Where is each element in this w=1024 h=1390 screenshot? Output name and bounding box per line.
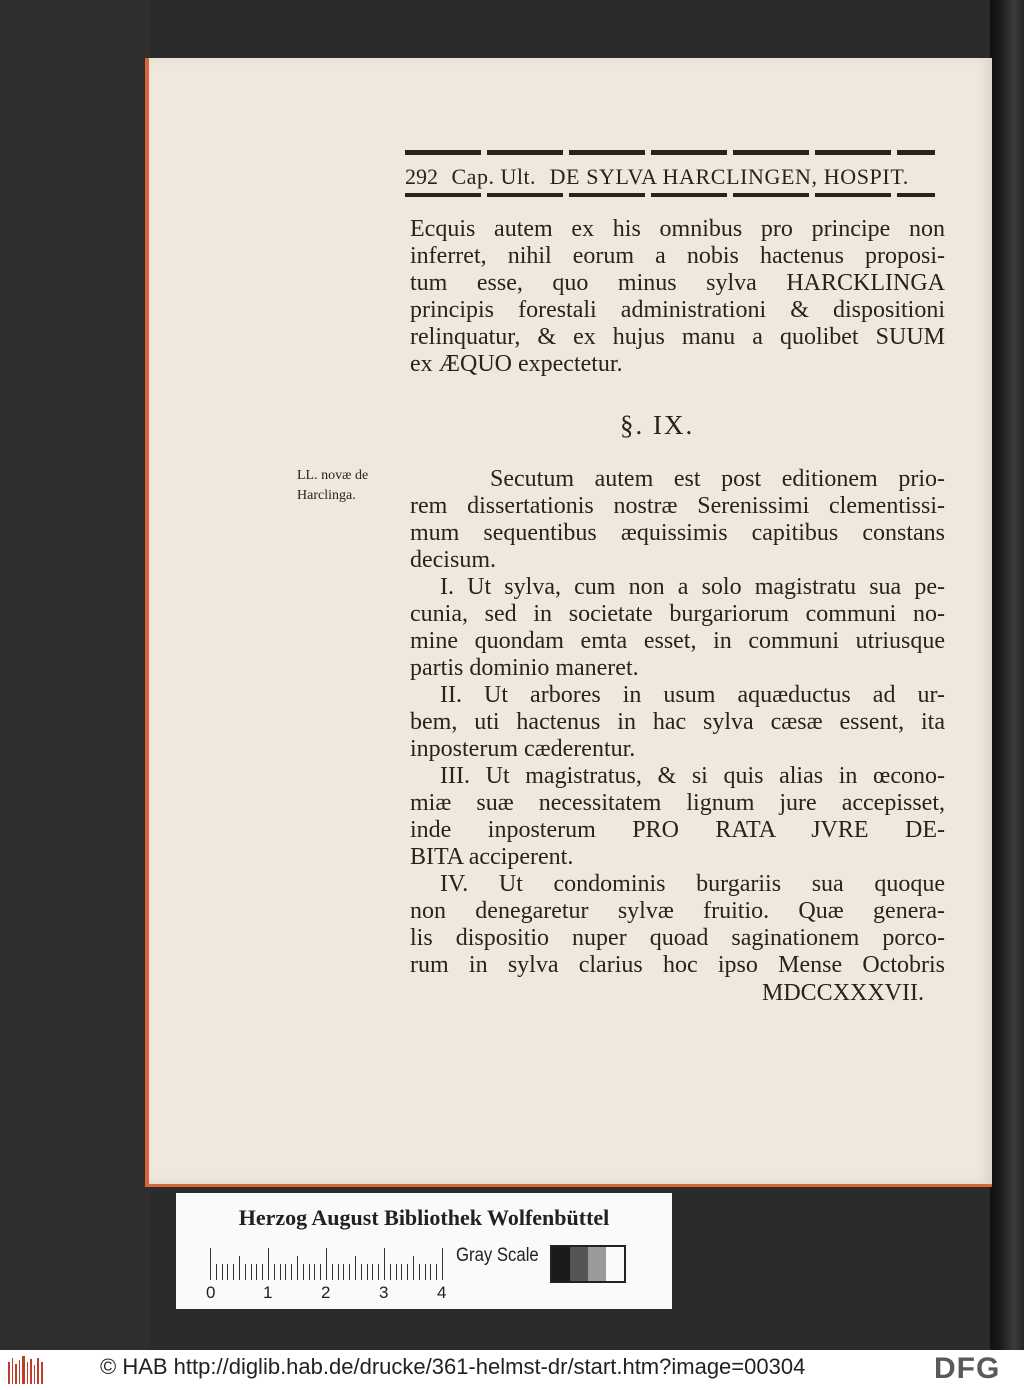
ruler-tick	[384, 1248, 385, 1280]
ruler-tick	[401, 1264, 402, 1280]
margin-note: LL. novæ de	[297, 468, 369, 483]
ruler-tick	[326, 1248, 327, 1280]
ruler-tick	[355, 1256, 356, 1280]
ruler-tick	[332, 1264, 333, 1280]
ruler-tick	[320, 1264, 321, 1280]
ruler-tick	[430, 1264, 431, 1280]
ruler-tick	[280, 1264, 281, 1280]
ruler-tick	[372, 1264, 373, 1280]
ruler-tick	[285, 1264, 286, 1280]
running-head	[405, 162, 945, 192]
ruler-tick	[349, 1264, 350, 1280]
dfg-logo: DFG	[934, 1352, 1001, 1385]
body-line: tum esse, quo minus sylva HARCKLINGA	[410, 270, 945, 296]
ruler-tick	[274, 1264, 275, 1280]
body-line: rum in sylva clarius hoc ipso Mense Octobris	[410, 952, 945, 978]
body-line: mine quondam emta esset, in communi utriusque	[410, 628, 945, 654]
ruler-number: 3	[379, 1283, 389, 1302]
body-line: ex ÆQUO expectetur.	[410, 351, 623, 377]
ruler-tick	[367, 1264, 368, 1280]
section-heading: §. IX.	[620, 410, 695, 440]
body-line: relinquatur, & ex hujus manu a quolibet SUUM	[410, 324, 945, 350]
ruler-tick	[256, 1264, 257, 1280]
ruler-tick	[309, 1264, 310, 1280]
body-line: lis dispositio nuper quoad saginationem porco-	[410, 925, 945, 951]
margin-note: Harclinga.	[297, 488, 356, 503]
body-line: III. Ut magistratus, & si quis alias in œcono-	[440, 763, 945, 789]
gray-scale-label: Gray Scale	[456, 1245, 539, 1266]
body-line: Ecquis autem ex his omnibus pro principe non	[410, 216, 945, 242]
chapter-title: DE SYLVA HARCLINGEN, HOSPIT.	[549, 164, 909, 189]
body-line: rem dissertationis nostræ Serenissimi clementissi-	[410, 493, 945, 519]
body-line: BITA acciperent.	[410, 844, 574, 870]
ruler-tick	[210, 1248, 211, 1280]
gray-swatch	[570, 1247, 588, 1281]
body-line: Secutum autem est post editionem prio-	[490, 466, 945, 492]
ruler-tick	[390, 1264, 391, 1280]
body-line: mum sequentibus æquissimis capitibus constans	[410, 520, 945, 546]
ruler-tick	[233, 1264, 234, 1280]
body-line: inde inposterum PRO RATA JVRE DE-	[410, 817, 945, 843]
ruler-tick	[303, 1264, 304, 1280]
gray-swatch	[552, 1247, 570, 1281]
body-line: II. Ut arbores in usum aquæductus ad ur-	[440, 682, 945, 708]
ruler-tick	[297, 1256, 298, 1280]
body-line: IV. Ut condominis burgariis sua quoque	[440, 871, 945, 897]
body-line: decisum.	[410, 547, 496, 573]
body-line: non denegaretur sylvæ fruitio. Quæ genera-	[410, 898, 945, 924]
ruler-tick	[314, 1264, 315, 1280]
ruler-tick	[407, 1264, 408, 1280]
ruler-tick	[245, 1264, 246, 1280]
ruler-tick	[291, 1264, 292, 1280]
body-line: cunia, sed in societate burgariorum communi no-	[410, 601, 945, 627]
ruler-tick	[222, 1264, 223, 1280]
body-line: miæ suæ necessitatem lignum jure accepisset,	[410, 790, 945, 816]
ruler-tick	[239, 1256, 240, 1280]
ruler-tick	[343, 1264, 344, 1280]
gray-swatch	[606, 1247, 624, 1281]
ruler-tick	[378, 1264, 379, 1280]
ruler-tick	[338, 1264, 339, 1280]
ruler-tick	[262, 1264, 263, 1280]
ruler-number: 2	[321, 1283, 331, 1302]
ruler-tick	[396, 1264, 397, 1280]
header-rule-top	[405, 150, 935, 155]
header-rule-bottom	[405, 193, 935, 197]
gray-scale-card	[176, 1193, 672, 1309]
ruler-tick	[436, 1264, 437, 1280]
page-number: 292	[405, 164, 438, 189]
body-line: bem, uti hactenus in hac sylva cæsæ essent, ita	[410, 709, 945, 735]
body-line: inferret, nihil eorum a nobis hactenus proposi-	[410, 243, 945, 269]
body-line: inposterum cæderentur.	[410, 736, 636, 762]
ruler-number: 0	[206, 1283, 216, 1302]
gray-swatches	[550, 1245, 626, 1283]
ruler-tick	[216, 1264, 217, 1280]
ruler	[210, 1248, 450, 1280]
chapter-label: Cap. Ult.	[451, 164, 537, 189]
footer-bar	[0, 1350, 1024, 1390]
ruler-tick	[442, 1248, 443, 1280]
gray-swatch	[588, 1247, 606, 1281]
ruler-tick	[227, 1264, 228, 1280]
scan-background-right	[990, 0, 1024, 1350]
ruler-number: 4	[437, 1283, 447, 1302]
ruler-tick	[251, 1264, 252, 1280]
body-line: I. Ut sylva, cum non a solo magistratu sua pe-	[440, 574, 945, 600]
body-line: partis dominio maneret.	[410, 655, 639, 681]
ruler-tick	[413, 1256, 414, 1280]
body-line: principis forestali administrationi & dispositioni	[410, 297, 945, 323]
ruler-number: 1	[263, 1283, 273, 1302]
ruler-tick	[419, 1264, 420, 1280]
copyright-link[interactable]: © HAB http://diglib.hab.de/drucke/361-helmst-dr/start.htm?image=00304	[100, 1354, 806, 1379]
barcode-icon	[8, 1356, 44, 1384]
catchword: MDCCXXXVII.	[762, 980, 924, 1006]
scale-card-title: Herzog August Bibliothek Wolfenbüttel	[238, 1205, 610, 1230]
ruler-tick	[268, 1248, 269, 1280]
ruler-tick	[425, 1264, 426, 1280]
scan-background-left	[0, 0, 150, 1350]
ruler-tick	[361, 1264, 362, 1280]
